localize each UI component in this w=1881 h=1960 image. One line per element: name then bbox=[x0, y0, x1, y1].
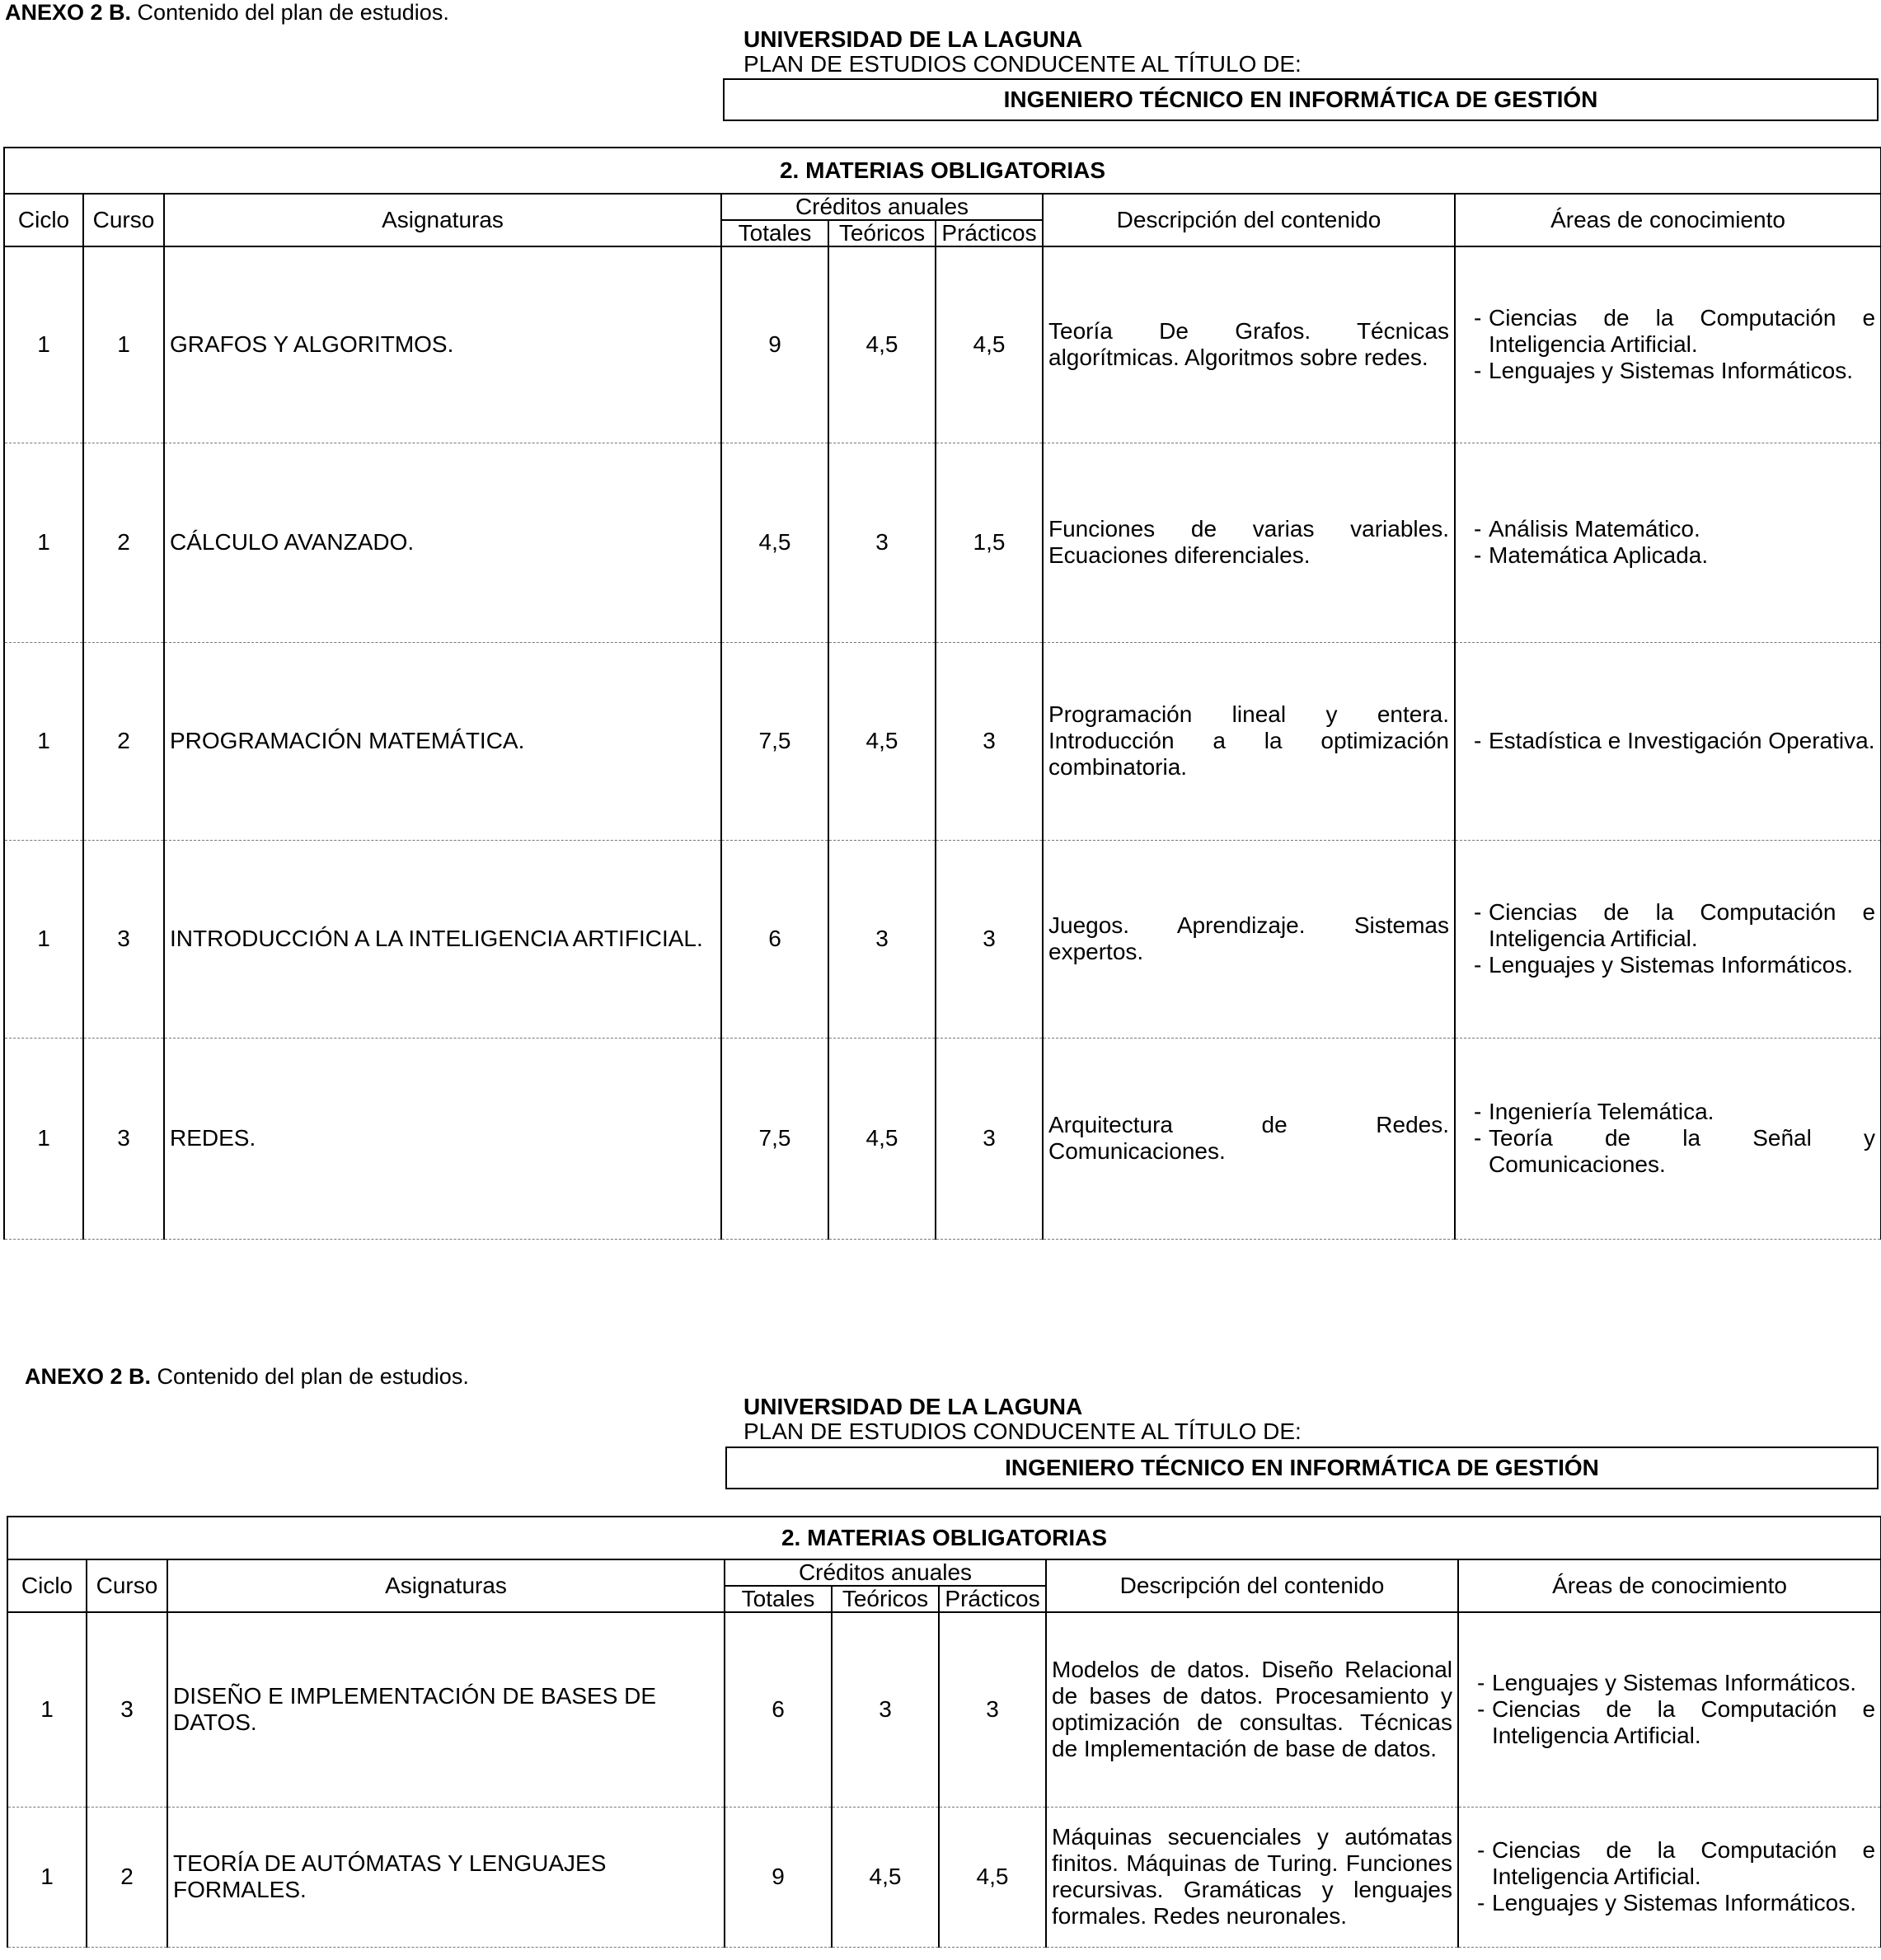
area-item: - Ciencias de la Computación e Inteligencia Artificial. bbox=[1477, 1696, 1876, 1749]
cell-areas bbox=[1455, 246, 1881, 443]
area-item: - Análisis Matemático. bbox=[1474, 516, 1700, 542]
table-row bbox=[4, 1038, 1881, 1239]
cell-practicos: 4,5 bbox=[936, 246, 1043, 443]
cell-ciclo: 1 bbox=[7, 1807, 87, 1947]
header-practicos: Prácticos bbox=[936, 220, 1043, 246]
header-teoricos: Teóricos bbox=[832, 1586, 939, 1612]
cell-practicos: 3 bbox=[936, 642, 1043, 840]
degree-title-box: INGENIERO TÉCNICO EN INFORMÁTICA DE GESTIÓN bbox=[723, 78, 1879, 121]
cell-totales: 9 bbox=[721, 246, 828, 443]
cell-totales: 7,5 bbox=[721, 642, 828, 840]
cell-descripcion: Teoría De Grafos. Técnicas algorítmicas. Algoritmos sobre redes. bbox=[1043, 246, 1455, 443]
cell-descripcion: Funciones de varias variables. Ecuaciones diferenciales. bbox=[1043, 443, 1455, 642]
cell-areas bbox=[1458, 1807, 1881, 1947]
cell-descripcion: Arquitectura de Redes. Comunicaciones. bbox=[1043, 1038, 1455, 1239]
cell-areas bbox=[1455, 443, 1881, 642]
cell-curso: 2 bbox=[83, 642, 164, 840]
cell-teoricos: 4,5 bbox=[832, 1807, 939, 1947]
header-descripcion: Descripción del contenido bbox=[1046, 1559, 1458, 1612]
cell-practicos: 4,5 bbox=[939, 1807, 1046, 1947]
area-item: - Lenguajes y Sistemas Informáticos. bbox=[1477, 1890, 1856, 1915]
header-areas: Áreas de conocimiento bbox=[1455, 194, 1881, 246]
header-curso: Curso bbox=[87, 1559, 167, 1612]
materias-table bbox=[7, 1516, 1881, 1948]
cell-teoricos: 3 bbox=[828, 443, 936, 642]
table-row bbox=[7, 1807, 1881, 1947]
cell-teoricos: 4,5 bbox=[828, 246, 936, 443]
cell-ciclo: 1 bbox=[4, 443, 83, 642]
cell-ciclo: 1 bbox=[4, 642, 83, 840]
plan-heading: PLAN DE ESTUDIOS CONDUCENTE AL TÍTULO DE: bbox=[743, 1418, 1302, 1444]
cell-ciclo: 1 bbox=[7, 1612, 87, 1807]
cell-asignatura: DISEÑO E IMPLEMENTACIÓN DE BASES DE DATOS. bbox=[167, 1612, 725, 1807]
cell-totales: 7,5 bbox=[721, 1038, 828, 1239]
cell-ciclo: 1 bbox=[4, 246, 83, 443]
area-item: - Lenguajes y Sistemas Informáticos. bbox=[1474, 952, 1853, 978]
header-curso: Curso bbox=[83, 194, 164, 246]
cell-descripcion: Programación lineal y entera. Introducción a la optimización combinatoria. bbox=[1043, 642, 1455, 840]
area-item: - Lenguajes y Sistemas Informáticos. bbox=[1474, 358, 1853, 384]
header-ciclo: Ciclo bbox=[4, 194, 83, 246]
cell-curso: 1 bbox=[83, 246, 164, 443]
cell-areas bbox=[1455, 840, 1881, 1038]
cell-practicos: 1,5 bbox=[936, 443, 1043, 642]
cell-curso: 3 bbox=[83, 840, 164, 1038]
cell-practicos: 3 bbox=[939, 1612, 1046, 1807]
area-item: - Ciencias de la Computación e Inteligencia Artificial. bbox=[1474, 899, 1876, 951]
area-item: - Matemática Aplicada. bbox=[1474, 542, 1709, 568]
cell-curso: 2 bbox=[83, 443, 164, 642]
university-name: UNIVERSIDAD DE LA LAGUNA bbox=[743, 1394, 1083, 1419]
cell-curso: 2 bbox=[87, 1807, 167, 1947]
cell-teoricos: 3 bbox=[828, 840, 936, 1038]
table-row bbox=[4, 840, 1881, 1038]
header-asignaturas: Asignaturas bbox=[164, 194, 721, 246]
cell-descripcion: Máquinas secuenciales y autómatas finitos. Máquinas de Turing. Funciones recursivas. Gramáticas y lenguajes formales. Redes neuronales. bbox=[1046, 1807, 1458, 1947]
cell-teoricos: 3 bbox=[832, 1612, 939, 1807]
materias-table bbox=[3, 147, 1881, 1240]
cell-teoricos: 4,5 bbox=[828, 1038, 936, 1239]
cell-totales: 4,5 bbox=[721, 443, 828, 642]
anexo-heading: ANEXO 2 B. Contenido del plan de estudios. bbox=[5, 0, 449, 25]
cell-areas bbox=[1455, 642, 1881, 840]
cell-asignatura: TEORÍA DE AUTÓMATAS Y LENGUAJES FORMALES. bbox=[167, 1807, 725, 1947]
anexo-heading: ANEXO 2 B. Contenido del plan de estudios. bbox=[25, 1364, 469, 1389]
header-descripcion: Descripción del contenido bbox=[1043, 194, 1455, 246]
header-creditos: Créditos anuales bbox=[721, 194, 1043, 220]
table-title: 2. MATERIAS OBLIGATORIAS bbox=[4, 148, 1881, 194]
header-practicos: Prácticos bbox=[939, 1586, 1046, 1612]
section-2 bbox=[0, 1364, 1881, 1960]
header-ciclo: Ciclo bbox=[7, 1559, 87, 1612]
table-title: 2. MATERIAS OBLIGATORIAS bbox=[7, 1517, 1881, 1559]
cell-descripcion: Modelos de datos. Diseño Relacional de bases de datos. Procesamiento y optimización de consultas. Técnicas de Implementación de base de datos. bbox=[1046, 1612, 1458, 1807]
cell-practicos: 3 bbox=[936, 1038, 1043, 1239]
cell-areas bbox=[1458, 1612, 1881, 1807]
cell-practicos: 3 bbox=[936, 840, 1043, 1038]
cell-ciclo: 1 bbox=[4, 1038, 83, 1239]
cell-curso: 3 bbox=[83, 1038, 164, 1239]
cell-descripcion: Juegos. Aprendizaje. Sistemas expertos. bbox=[1043, 840, 1455, 1038]
cell-ciclo: 1 bbox=[4, 840, 83, 1038]
cell-asignatura: PROGRAMACIÓN MATEMÁTICA. bbox=[164, 642, 721, 840]
header-asignaturas: Asignaturas bbox=[167, 1559, 725, 1612]
cell-totales: 6 bbox=[721, 840, 828, 1038]
cell-asignatura: GRAFOS Y ALGORITMOS. bbox=[164, 246, 721, 443]
area-item: - Lenguajes y Sistemas Informáticos. bbox=[1477, 1670, 1856, 1696]
cell-asignatura: REDES. bbox=[164, 1038, 721, 1239]
header-creditos: Créditos anuales bbox=[725, 1559, 1046, 1586]
cell-areas bbox=[1455, 1038, 1881, 1239]
table-row bbox=[7, 1612, 1881, 1807]
area-item: - Ciencias de la Computación e Inteligencia Artificial. bbox=[1477, 1837, 1876, 1889]
cell-totales: 9 bbox=[725, 1807, 832, 1947]
plan-heading: PLAN DE ESTUDIOS CONDUCENTE AL TÍTULO DE: bbox=[743, 51, 1302, 77]
area-item: - Estadística e Investigación Operativa. bbox=[1474, 728, 1875, 753]
degree-title-box: INGENIERO TÉCNICO EN INFORMÁTICA DE GESTIÓN bbox=[725, 1447, 1879, 1489]
table-row bbox=[4, 443, 1881, 642]
cell-teoricos: 4,5 bbox=[828, 642, 936, 840]
cell-totales: 6 bbox=[725, 1612, 832, 1807]
university-name: UNIVERSIDAD DE LA LAGUNA bbox=[743, 26, 1083, 52]
header-teoricos: Teóricos bbox=[828, 220, 936, 246]
cell-asignatura: INTRODUCCIÓN A LA INTELIGENCIA ARTIFICIAL. bbox=[164, 840, 721, 1038]
header-areas: Áreas de conocimiento bbox=[1458, 1559, 1881, 1612]
area-item: - Ciencias de la Computación e Inteligencia Artificial. bbox=[1474, 305, 1876, 358]
cell-asignatura: CÁLCULO AVANZADO. bbox=[164, 443, 721, 642]
area-item: - Ingeniería Telemática. bbox=[1474, 1099, 1714, 1124]
cell-curso: 3 bbox=[87, 1612, 167, 1807]
table-row bbox=[4, 246, 1881, 443]
header-totales: Totales bbox=[725, 1586, 832, 1612]
header-totales: Totales bbox=[721, 220, 828, 246]
area-item: - Teoría de la Señal y Comunicaciones. bbox=[1474, 1125, 1876, 1177]
table-row bbox=[4, 642, 1881, 840]
